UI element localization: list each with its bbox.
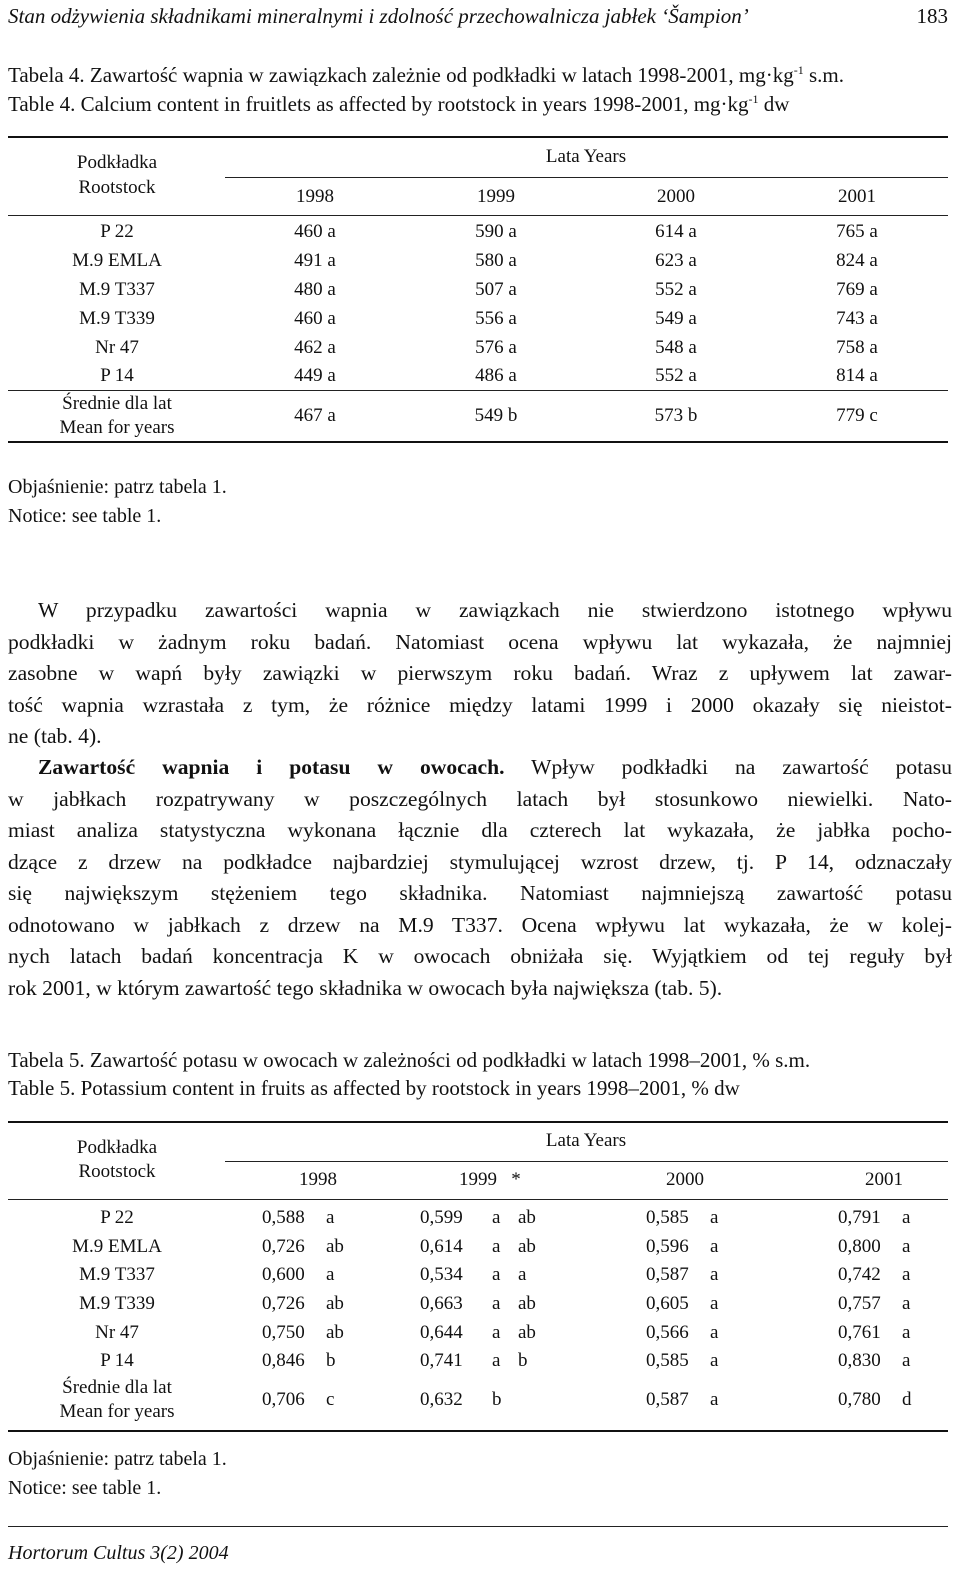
table4-year-2001: 2001	[838, 186, 876, 207]
table5-letter: a	[492, 1293, 501, 1314]
table5-letter: ab	[326, 1236, 344, 1257]
table5-header-rootstock-pl: Podkładka	[76, 1137, 158, 1158]
table4-cell: 491 a	[294, 250, 336, 271]
body-paragraph-2	[8, 752, 952, 1004]
table4-rootstock: M.9 T337	[79, 279, 155, 300]
table4-rootstock: M.9 T339	[79, 308, 155, 329]
body-line: ne (tab. 4).	[8, 724, 102, 748]
page-number: 183	[916, 4, 948, 28]
table5-rootstock: Nr 47	[95, 1322, 139, 1343]
table5-letter-star: a	[518, 1264, 527, 1285]
table4-cell: 552 a	[655, 365, 697, 386]
table5-year-1999: 1999	[459, 1169, 497, 1190]
table5-value: 0,566	[646, 1322, 689, 1343]
table5-rootstock: M.9 EMLA	[72, 1236, 162, 1257]
table5-letter: a	[492, 1350, 501, 1371]
table4-rootstock: P 22	[100, 221, 134, 242]
table4-cell: 814 a	[836, 365, 878, 386]
table4-cell: 769 a	[836, 279, 878, 300]
running-head: Stan odżywienia składnikami mineralnymi i zdolność przechowalnicza jabłek ‘Šampion’	[8, 4, 749, 28]
table5-letter: ab	[326, 1322, 344, 1343]
table4-cell: 765 a	[836, 221, 878, 242]
table5-mean-label-en: Mean for years	[59, 1401, 175, 1422]
table5-mean-letter: a	[710, 1389, 719, 1410]
table4-mean-label-en: Mean for years	[59, 417, 175, 438]
table5-letter: ab	[326, 1293, 344, 1314]
table4-cell: 614 a	[655, 221, 697, 242]
table4-bottom-rule	[8, 441, 948, 443]
table4-note-pl: Objaśnienie: patrz tabela 1.	[8, 476, 227, 498]
table5-bottom-rule	[8, 1430, 948, 1432]
table5-value: 0,587	[646, 1264, 689, 1285]
table5-rootstock: P 22	[100, 1207, 134, 1228]
table4-cell: 758 a	[836, 337, 878, 358]
table4-header-rootstock-en: Rootstock	[78, 177, 156, 198]
table5-value: 0,596	[646, 1236, 689, 1257]
table5-value: 0,644	[420, 1322, 463, 1343]
body-line-heading	[8, 752, 952, 784]
table4-caption-pl-unit: s.m.	[803, 63, 844, 87]
table4-cell: 552 a	[655, 279, 697, 300]
table4-header-rootstock-pl: Podkładka	[76, 152, 158, 173]
table4-mean-cell: 573 b	[654, 405, 698, 426]
table5-letter: a	[710, 1293, 719, 1314]
table5-letter: a	[326, 1207, 335, 1228]
body-line: dzące z drzew na podkładce najbardziej stymulującej wzrost drzew, tj. P 14, odznaczały	[8, 849, 952, 874]
table4-caption-en	[8, 92, 789, 117]
table4-rootstock: P 14	[100, 365, 134, 386]
table5-value: 0,605	[646, 1293, 689, 1314]
table5-year-2000: 2000	[666, 1169, 704, 1190]
body-line: zasobne w wapń były zawiązki w pierwszym roku badań. Wraz z upływem lat zawar-	[8, 661, 952, 685]
body-line: miast analiza statystyczna wykonana łącznie dla czterech lat wykazała, że jabłka pocho-	[8, 818, 952, 842]
table5-letter: a	[326, 1264, 335, 1285]
table5-rootstock: M.9 T339	[79, 1293, 155, 1314]
table4-header-rule	[8, 215, 948, 216]
table5-value: 0,726	[262, 1293, 305, 1314]
table5-letter: b	[326, 1350, 336, 1371]
table5-letter: a	[902, 1236, 911, 1257]
table5-letter: a	[492, 1264, 501, 1285]
table5-value: 0,757	[838, 1293, 881, 1314]
table5-value: 0,846	[262, 1350, 305, 1371]
table5-caption-pl: Tabela 5. Zawartość potasu w owocach w zależności od podkładki w latach 1998–2001, % s.m.	[8, 1048, 811, 1072]
table5-value: 0,800	[838, 1236, 881, 1257]
table5-letter: a	[710, 1350, 719, 1371]
table5-header-years: Lata Years	[545, 1130, 627, 1151]
table5-mean-value: 0,587	[646, 1389, 689, 1410]
table5-letter: a	[902, 1293, 911, 1314]
table4-caption-en-text: Table 4. Calcium content in fruitlets as affected by rootstock in years 1998-2001, mg·kg	[8, 92, 749, 116]
table5-letter: a	[902, 1207, 911, 1228]
table4-cell: 549 a	[655, 308, 697, 329]
table5-rootstock: M.9 T337	[79, 1264, 155, 1285]
table5-letter: a	[710, 1207, 719, 1228]
table4-mean-cell: 549 b	[474, 405, 518, 426]
body-line: rok 2001, w którym zawartość tego składnika w owocach była największa (tab. 5).	[8, 975, 723, 1000]
table4-cell: 507 a	[475, 279, 517, 300]
table5-years-rule	[225, 1161, 948, 1162]
table5-year-2001: 2001	[865, 1169, 903, 1190]
table5-letter: a	[710, 1264, 719, 1285]
table5-value: 0,600	[262, 1264, 305, 1285]
table4-rootstock: M.9 EMLA	[72, 250, 162, 271]
table4-mean-cell: 779 c	[836, 405, 878, 426]
table4-caption-en-unit: dw	[758, 92, 790, 116]
table4-cell: 824 a	[836, 250, 878, 271]
table4-mean-label-pl: Średnie dla lat	[62, 393, 172, 414]
body-line: odnotowano w jabłkach z drzew na M.9 T337. Ocena wpływu lat wykazała, że w kolej-	[8, 912, 952, 937]
table5-letter: a	[710, 1322, 719, 1343]
table5-mean-letter: b	[492, 1389, 502, 1410]
table5-value: 0,830	[838, 1350, 881, 1371]
table5-letter: a	[492, 1207, 501, 1228]
table5-value: 0,663	[420, 1293, 463, 1314]
table5-value: 0,741	[420, 1350, 463, 1371]
table5-header-rule	[8, 1199, 948, 1200]
table5-value: 0,599	[420, 1207, 463, 1228]
table5-value: 0,761	[838, 1322, 881, 1343]
table5-letter-star: ab	[518, 1322, 536, 1343]
section-heading: Zawartość wapnia i potasu w owocach.	[38, 755, 505, 779]
table4-header-years: Lata Years	[545, 146, 627, 167]
body-line: W przypadku zawartości wapnia w zawiązkach nie stwierdzono istotnego wpływu	[38, 598, 952, 622]
table5-mean-label-pl: Średnie dla lat	[62, 1377, 172, 1398]
body-line: podkładki w żadnym roku badań. Natomiast ocena wpływu lat wykazała, że najmniej	[8, 629, 952, 654]
table5-value: 0,588	[262, 1207, 305, 1228]
table5-value: 0,585	[646, 1350, 689, 1371]
table4-cell: 462 a	[294, 337, 336, 358]
table4-cell: 480 a	[294, 279, 336, 300]
table5-value: 0,585	[646, 1207, 689, 1228]
table5-letter: a	[902, 1264, 911, 1285]
table5-letter-star: b	[518, 1350, 528, 1371]
table4-caption-pl-text: Tabela 4. Zawartość wapnia w zawiązkach zależnie od podkładki w latach 1998-2001, mg·kg	[8, 63, 794, 87]
table5-value: 0,614	[420, 1236, 463, 1257]
table5-letter-star: ab	[518, 1293, 536, 1314]
table4-cell: 449 a	[294, 365, 336, 386]
table5-value: 0,726	[262, 1236, 305, 1257]
body-line: tość wapnia wzrastała z tym, że różnice między latami 1999 i 2000 okazały się nieistot-	[8, 692, 952, 717]
table5-letter-star: ab	[518, 1236, 536, 1257]
table5-value: 0,791	[838, 1207, 881, 1228]
table5-year-1999-star: *	[511, 1169, 521, 1190]
table5-letter-star: ab	[518, 1207, 536, 1228]
table5-top-rule	[8, 1121, 948, 1123]
table4-cell: 590 a	[475, 221, 517, 242]
table4-cell: 548 a	[655, 337, 697, 358]
table4-caption-pl	[8, 63, 844, 88]
table5-value: 0,742	[838, 1264, 881, 1285]
table5-year-1998: 1998	[299, 1169, 337, 1190]
table4-mean-cell: 467 a	[294, 405, 336, 426]
table4-cell: 580 a	[475, 250, 517, 271]
table4-cell: 460 a	[294, 308, 336, 329]
body-line: się największym stężeniem tego składnika. Natomiast najmniejszą zawartość potasu	[8, 881, 952, 905]
table4-note-en: Notice: see table 1.	[8, 505, 162, 527]
table5-letter: a	[902, 1350, 911, 1371]
table5-mean-letter: d	[902, 1389, 912, 1410]
table4-rootstock: Nr 47	[95, 337, 139, 358]
table4-year-1998: 1998	[296, 186, 334, 207]
table5-letter: a	[492, 1322, 501, 1343]
journal-footer: Hortorum Cultus 3(2) 2004	[8, 1542, 229, 1564]
table5-letter: a	[710, 1236, 719, 1257]
table5-note-pl: Objaśnienie: patrz tabela 1.	[8, 1448, 227, 1470]
footer-rule	[8, 1526, 948, 1527]
body-paragraph-1	[8, 595, 952, 753]
table5-mean-value: 0,780	[838, 1389, 881, 1410]
table5-value: 0,750	[262, 1322, 305, 1343]
table5-note-en: Notice: see table 1.	[8, 1477, 162, 1499]
table5-mean-value: 0,632	[420, 1389, 463, 1410]
body-line: w jabłkach rozpatrywany w poszczególnych latach był stosunkowo niewielki. Nato-	[8, 786, 952, 811]
table4-cell: 743 a	[836, 308, 878, 329]
table5-value: 0,534	[420, 1264, 463, 1285]
table5-mean-letter: c	[326, 1389, 335, 1410]
table4-cell: 623 a	[655, 250, 697, 271]
table4-years-rule	[225, 177, 948, 178]
table5-letter: a	[902, 1322, 911, 1343]
table4-cell: 556 a	[475, 308, 517, 329]
table5-caption-en: Table 5. Potassium content in fruits as affected by rootstock in years 1998–2001, % dw	[8, 1076, 740, 1100]
table5-mean-value: 0,706	[262, 1389, 305, 1410]
table5-letter: a	[492, 1236, 501, 1257]
table4-mean-rule	[8, 390, 948, 391]
table4-cell: 486 a	[475, 365, 517, 386]
table5-header-rootstock-en: Rootstock	[78, 1161, 156, 1182]
table4-cell: 460 a	[294, 221, 336, 242]
body-line: nych latach badań koncentracja K w owocach obniżała się. Wyjątkiem od tej reguły był	[8, 944, 952, 968]
table5-rootstock: P 14	[100, 1350, 134, 1371]
table4-caption-pl-sup: -1	[793, 63, 804, 77]
table4-top-rule	[8, 136, 948, 138]
table4-cell: 576 a	[475, 337, 517, 358]
body-line-rest: Wpływ podkładki na zawartość potasu	[504, 755, 952, 779]
table4-caption-en-sup: -1	[748, 92, 759, 106]
table4-year-2000: 2000	[657, 186, 695, 207]
table4-year-1999: 1999	[477, 186, 515, 207]
